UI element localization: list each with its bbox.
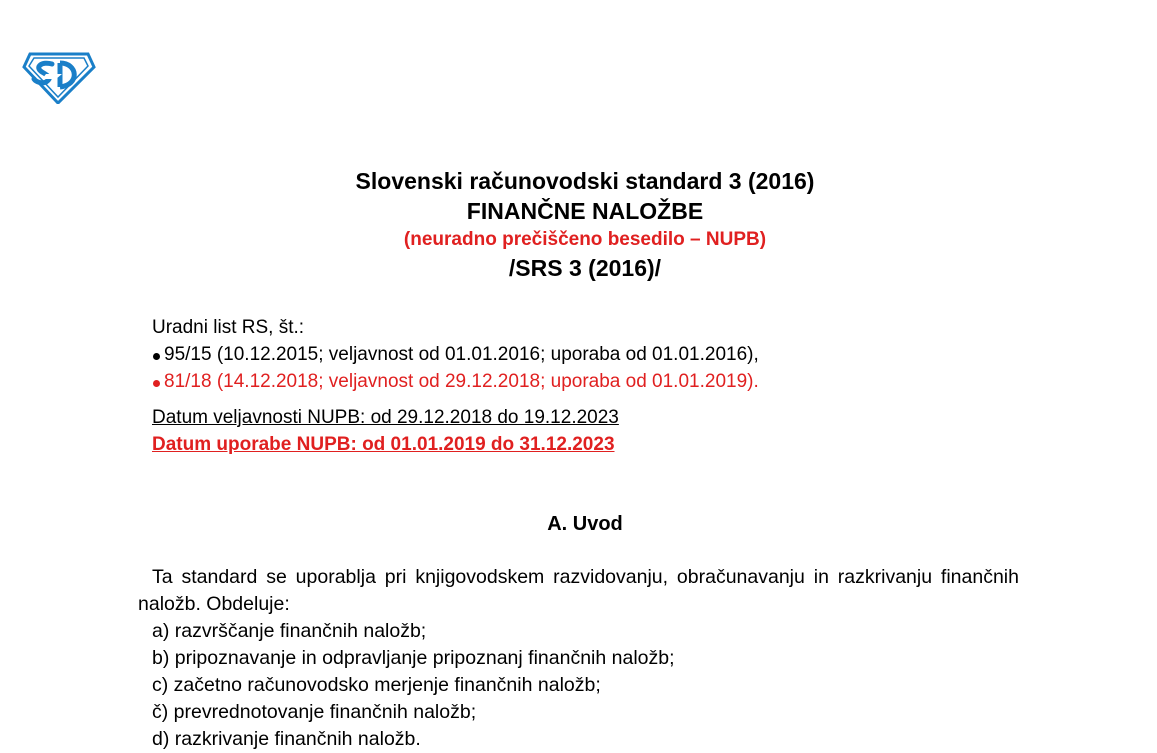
document-title: Slovenski računovodski standard 3 (2016) [355, 168, 815, 194]
intro-paragraph: Ta standard se uporablja pri knjigovodskem razvidovanju, obračunavanju in razkrivanju finančnih naložb. Obdeluje: [138, 566, 1019, 615]
bullet-icon [153, 353, 160, 360]
list-item: č) prevrednotovanje finančnih naložb; [152, 701, 477, 723]
validity-date: Datum veljavnosti NUPB: od 29.12.2018 do 19.12.2023 [152, 407, 619, 428]
gazette-item-text: 81/18 (14.12.2018; veljavnost od 29.12.2018; uporaba od 01.01.2019). [164, 371, 759, 392]
list-item: d) razkrivanje finančnih naložb. [152, 728, 421, 750]
document-header [0, 166, 1157, 282]
list-item: a) razvrščanje finančnih naložb; [152, 620, 427, 642]
gazette-label: Uradni list RS, št.: [152, 317, 305, 338]
nupb-dates [152, 404, 619, 458]
topic-list [138, 618, 1019, 753]
section-heading: A. Uvod [547, 513, 623, 535]
gazette-item [152, 341, 759, 368]
document-subtitle: FINANČNE NALOŽBE [466, 198, 704, 224]
standard-abbreviation: /SRS 3 (2016)/ [508, 255, 662, 281]
gazette-item [152, 368, 759, 395]
list-item: c) začetno računovodsko merjenje finančnih naložb; [152, 674, 601, 696]
unofficial-text-note: (neuradno prečiščeno besedilo – NUPB) [403, 229, 767, 250]
list-item: b) pripoznavanje in odpravljanje pripoznanj finančnih naložb; [152, 647, 675, 669]
gazette-item-text: 95/15 (10.12.2015; veljavnost od 01.01.2016; uporaba od 01.01.2016), [164, 344, 759, 365]
section-body [138, 564, 1019, 753]
bullet-icon [153, 380, 160, 387]
official-gazette-references [152, 314, 759, 395]
application-date: Datum uporabe NUPB: od 01.01.2019 do 31.12.2023 [152, 434, 615, 455]
sd-diamond-logo-icon [22, 49, 96, 104]
